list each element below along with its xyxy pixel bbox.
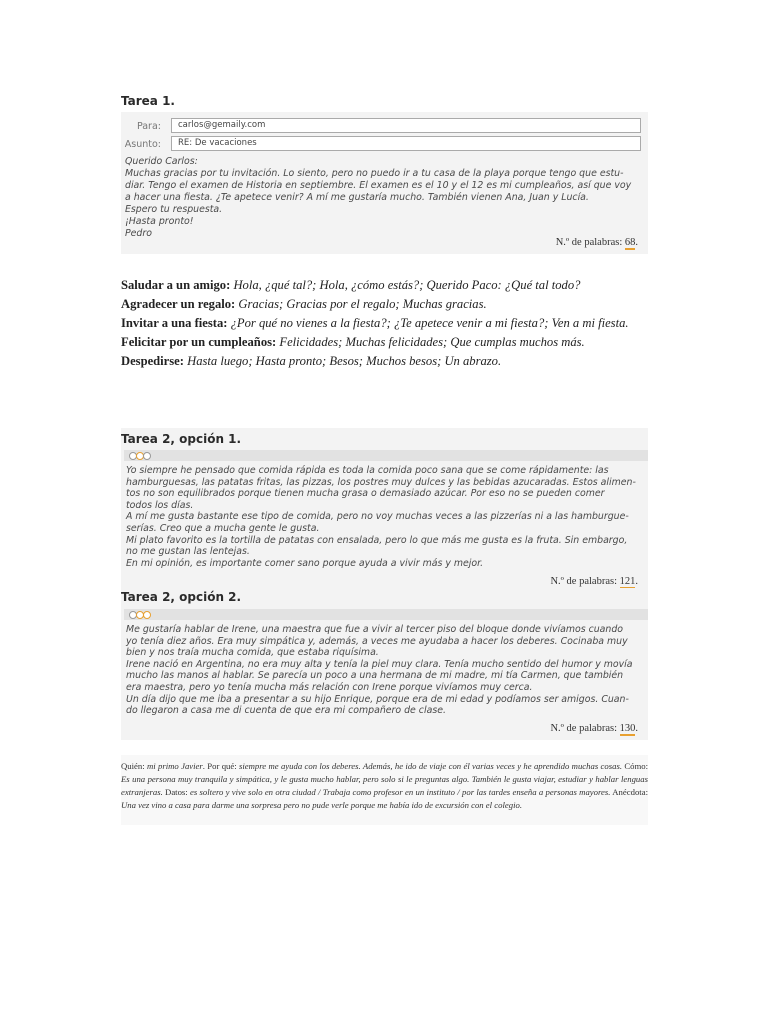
phrase-text: Hola, ¿qué tal?; Hola, ¿cómo estás?; Querido Paco: ¿Qué tal todo? — [233, 278, 581, 292]
text-line: tos no son equilibrados porque tienen mucha grasa o demasiado azúcar. Por eso no se pueden comer — [126, 488, 605, 500]
text-line: Irene nació en Argentina, no era muy alta y tenía la piel muy clara. Tenía mucho sentido del humor y movía — [126, 658, 633, 670]
note-key: Anécdota: — [610, 787, 648, 797]
to-label: Para: — [136, 120, 161, 132]
text-line: Mi plato favorito es la tortilla de patatas con ensalada, pero lo que más me gusta es la fruta. Sin embargo, — [126, 534, 628, 546]
subject-field[interactable]: RE: De vacaciones — [171, 136, 641, 151]
email-to-row — [121, 118, 648, 134]
email-line: Querido Carlos: — [125, 156, 198, 167]
phrase-row — [121, 335, 629, 354]
tarea1-heading: Tarea 1. — [121, 94, 175, 108]
word-count-label: N.º de palabras: — [550, 723, 620, 734]
text-line: yo tenía diez años. Era muy simpática y, además, a veces me ayudaba a hacer los deberes. Cocinaba muy — [126, 635, 628, 647]
note-key: Datos: — [162, 787, 191, 797]
word-count-value: 68 — [624, 237, 636, 248]
email-line: a hacer una fiesta. ¿Te apetece venir? A mí me gustaría mucho. También vienen Ana, Juan y Lucía. — [125, 192, 589, 203]
word-count-label: N.º de palabras: — [550, 576, 620, 587]
email-line: Muchas gracias por tu invitación. Lo siento, pero no puedo ir a tu casa de la playa porque tengo que estu- — [125, 168, 624, 179]
word-count-value: 130 — [619, 723, 636, 734]
note-key: Cómo: — [622, 761, 648, 771]
to-field[interactable]: carlos@gemaily.com — [171, 118, 641, 133]
word-count — [550, 576, 638, 587]
text-line: do llegaron a casa me di cuenta de que era mi compañero de clase. — [126, 705, 446, 717]
tarea2-op2-text — [126, 624, 646, 717]
phrase-row — [121, 297, 629, 316]
tarea2-op2-heading: Tarea 2, opción 2. — [121, 590, 242, 604]
note-value: Es una persona muy tranquila y simpática, y le gusta mucho hablar, pero solo si le preguntas algo. También le gusta viajar, estudiar y hablar lenguas extranjeras. — [121, 774, 648, 797]
phrase-text: Hasta luego; Hasta pronto; Besos; Muchos besos; Un abrazo. — [187, 354, 502, 368]
phrase-label: Saludar a un amigo: — [121, 278, 231, 292]
text-line: Me gustaría hablar de Irene, una maestra que fue a vivir al tercer piso del bloque donde vivíamos cuando — [126, 624, 624, 635]
word-count-end: . — [635, 237, 638, 248]
email-line: ¡Hasta pronto! — [125, 216, 194, 227]
word-count-label: N.º de palabras: — [555, 237, 625, 248]
phrase-label: Invitar a una fiesta: — [121, 316, 228, 330]
circle-icon — [143, 611, 151, 619]
text-line: mucho las manos al hablar. Se parecía un poco a una hermana de mi madre, mi tía Carmen, que también — [126, 670, 624, 682]
email-line: Espero tu respuesta. — [125, 204, 223, 215]
email-panel — [121, 112, 648, 254]
phrase-text: ¿Por qué no vienes a la fiesta?; ¿Te apetece venir a mi fiesta?; Ven a mi fiesta. — [230, 316, 629, 330]
word-count-end: . — [635, 723, 638, 734]
phrase-label: Agradecer un regalo: — [121, 297, 236, 311]
text-line: Un día dijo que me iba a presentar a su hijo Enrique, porque era de mi edad y podíamos ser amigos. Cuan- — [126, 693, 629, 705]
phrase-text: Felicidades; Muchas felicidades; Que cumplas muchos más. — [279, 335, 585, 349]
text-line: no me gustan las lentejas. — [126, 546, 250, 558]
text-line: A mí me gusta bastante ese tipo de comida, pero no voy muchas veces a las pizzerías ni a las hamburgue- — [126, 511, 629, 523]
phrase-row — [121, 354, 629, 373]
text-line: serías. Creo que a mucha gente le gusta. — [126, 522, 320, 534]
text-line: Yo siempre he pensado que comida rápida es toda la comida poco sana que se come rápidamente: las — [126, 465, 609, 476]
word-count-value: 121 — [619, 576, 636, 587]
note-key: . Por qué: — [202, 761, 239, 771]
phrase-text: Gracias; Gracias por el regalo; Muchas gracias. — [238, 297, 487, 311]
circle-icon — [143, 452, 151, 460]
phrase-row — [121, 278, 629, 297]
note-value: Una vez vino a casa para darme una sorpresa pero no pude verle porque me había ido de excursión con el colegio. — [121, 800, 522, 810]
text-line: En mi opinión, es importante comer sano porque ayuda a vivir más y mejor. — [126, 557, 484, 569]
text-line: todos los días. — [126, 499, 194, 511]
note-value: es soltero y vive solo en otra ciudad / Trabaja como profesor en un instituto / por las tardes enseña a personas mayores. — [190, 787, 611, 797]
phrase-label: Felicitar por un cumpleaños: — [121, 335, 277, 349]
notes-text — [121, 760, 648, 812]
tarea2-op1-text — [126, 465, 646, 569]
subject-label: Asunto: — [124, 138, 161, 150]
email-line: diar. Tengo el examen de Historia en septiembre. El examen es el 10 y el 12 es mi cumpleaños, así que voy — [125, 180, 632, 191]
text-line: bien y nos traía mucha comida, que estaba riquísima. — [126, 647, 379, 659]
word-count-end: . — [635, 576, 638, 587]
text-line: era maestra, pero yo tenía mucha más relación con Irene porque vivíamos muy cerca. — [126, 681, 533, 693]
phrases-list — [121, 278, 629, 373]
phrase-row — [121, 316, 629, 335]
word-count — [550, 723, 638, 734]
text-line: hamburguesas, las patatas fritas, las pizzas, los postres muy dulces y las bebidas azucaradas. Estos alimen- — [126, 476, 636, 488]
note-value: mi primo Javier — [146, 761, 203, 771]
email-body — [125, 156, 645, 240]
phrase-label: Despedirse: — [121, 354, 184, 368]
email-subject-row — [121, 136, 648, 152]
note-value: siempre me ayuda con los deberes. Además, he ido de viaje con él varias veces y he aprendido muchas cosas. — [238, 761, 623, 771]
word-count — [556, 237, 638, 248]
note-key: Quién: — [121, 761, 147, 771]
option-bar — [124, 609, 648, 620]
email-line: Pedro — [125, 228, 152, 239]
tarea2-op1-heading: Tarea 2, opción 1. — [121, 432, 242, 446]
option-bar — [124, 450, 648, 461]
